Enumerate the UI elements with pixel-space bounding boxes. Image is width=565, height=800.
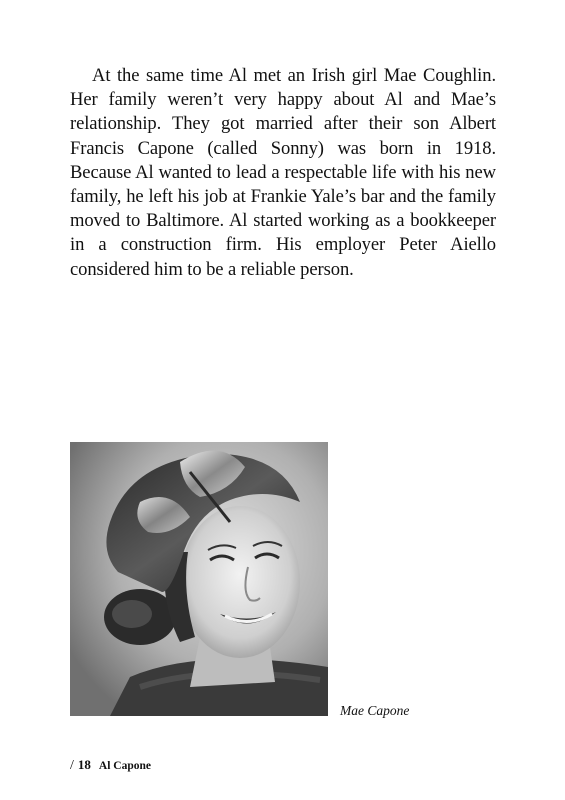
photo-caption: Mae Capone [340,703,410,718]
page-number: 18 [77,757,91,772]
running-title: Al Capone [98,760,151,772]
footer-slash: / [70,758,74,773]
body-paragraph: At the same time Al met an Irish girl Mae Coughlin. Her family weren’t very happy about Al and Mae’s relationship. They got married after their son Albert Francis Capone (called Sonny) was born in 1918. Because Al wanted to lead a respectable life with his new family, he left his job at Frankie Yale’s bar and the family moved to Baltimore. Al started working as a bookkeeper in a construction firm. His employer Peter Aiello considered him to be a reliable person. [70,65,496,280]
portrait-photo [70,442,328,716]
page-footer [70,757,151,774]
